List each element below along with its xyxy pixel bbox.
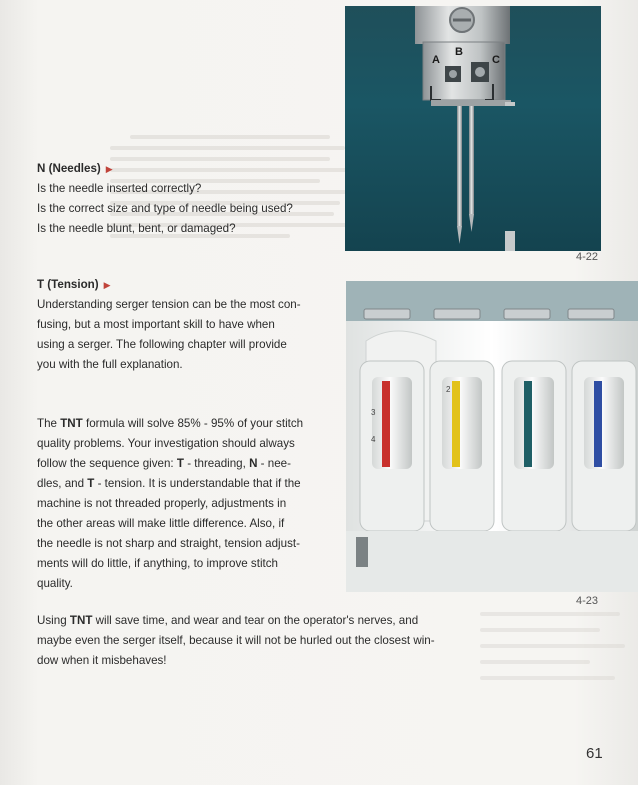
dial-number: 4	[371, 435, 376, 444]
figure-caption: 4-23	[576, 595, 599, 607]
arrow-right-icon: ▶	[103, 280, 111, 290]
tnt-paragraph	[37, 414, 336, 594]
using-line: dow when it misbehaves!	[37, 654, 167, 667]
needles-line: Is the needle inserted correctly?	[37, 182, 202, 195]
tension-heading: T (Tension) ▶	[37, 278, 111, 291]
tnt-line: quality problems. Your investigation should always	[37, 437, 295, 450]
needles-line: Is the needle blunt, bent, or damaged?	[37, 222, 236, 235]
position-label-c: C	[492, 54, 500, 66]
tension-dials-photo	[346, 281, 638, 592]
tnt-line: machine is not threaded properly, adjustments in	[37, 497, 287, 510]
tnt-line: the other areas will make little difference. Also, if	[37, 517, 285, 530]
using-line: Using TNT will save time, and wear and tear on the operator's nerves, and	[37, 614, 419, 627]
tnt-line: the needle is not sharp and straight, tension adjust-	[37, 537, 300, 550]
tnt-line: quality.	[37, 577, 73, 590]
needle-photo	[345, 6, 601, 251]
position-label-b: B	[455, 46, 463, 58]
section-tension	[37, 275, 333, 375]
tnt-line: ments will do little, if anything, to improve stitch	[37, 557, 278, 570]
tnt-line: dles, and T - tension. It is understandable that if the	[37, 477, 301, 490]
needles-line: Is the correct size and type of needle being used?	[37, 202, 293, 215]
tension-line: fusing, but a most important skill to have when	[37, 318, 275, 331]
position-label-a: A	[432, 54, 440, 66]
tension-line: you with the full explanation.	[37, 358, 183, 371]
tnt-line: The TNT formula will solve 85% - 95% of your stitch	[37, 417, 304, 430]
figure-caption: 4-22	[576, 251, 599, 263]
using-line: maybe even the serger itself, because it will not be hurled out the closest win-	[37, 634, 435, 647]
show-through-text-lower	[480, 600, 630, 692]
tension-line: using a serger. The following chapter will provide	[37, 338, 287, 351]
tnt-line: follow the sequence given: T - threading, N - nee-	[37, 457, 291, 470]
tension-line: Understanding serger tension can be the most con-	[37, 298, 301, 311]
arrow-right-icon: ▶	[105, 164, 113, 174]
page-number: 61	[586, 745, 603, 762]
dial-number: 3	[371, 408, 376, 417]
tension-dials-illustration	[346, 281, 638, 592]
using-tnt-paragraph	[37, 611, 499, 671]
needles-heading: N (Needles) ▶	[37, 162, 113, 175]
needle-clamp-illustration	[345, 6, 601, 251]
dial-number: 2	[446, 385, 451, 394]
section-needles	[37, 159, 337, 239]
